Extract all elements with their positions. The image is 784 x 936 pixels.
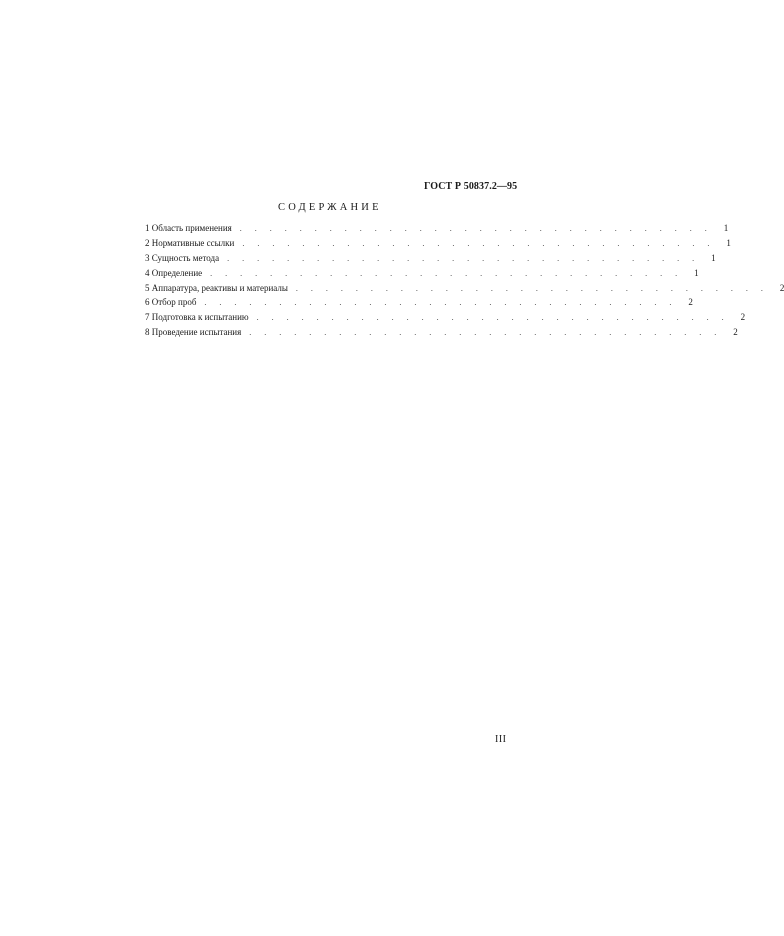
- toc-entry-1: [145, 221, 729, 236]
- page-number: III: [495, 734, 507, 745]
- toc-entry-label: 7 Подготовка к испытанию: [145, 312, 249, 323]
- toc-entry-2: [145, 236, 731, 251]
- toc-entry-label: 4 Определение: [145, 267, 203, 278]
- toc-entry-7: [145, 310, 746, 325]
- toc-entry-page: 2: [740, 312, 746, 323]
- toc-entry-6: [145, 295, 693, 310]
- toc-entry-page: 2: [779, 282, 784, 293]
- toc-dot-leader: ................................: [242, 238, 723, 248]
- toc-dot-leader: ................................: [227, 253, 708, 263]
- toc-entry-label: 5 Аппаратура, реактивы и материалы: [145, 282, 288, 293]
- toc-entry-label: 8 Проведение испытания: [145, 327, 242, 338]
- toc-entry-page: 1: [723, 223, 729, 233]
- toc-dot-leader: ................................: [239, 224, 720, 233]
- toc-entry-4: [145, 266, 699, 281]
- document-code: ГОСТ Р 50837.2—95: [424, 181, 518, 192]
- toc-entry-label: 2 Нормативные ссылки: [145, 237, 235, 248]
- toc-entry-5: [145, 281, 784, 296]
- toc-dot-leader: ................................: [295, 283, 776, 293]
- toc-entry-label: 6 Отбор проб: [145, 297, 197, 308]
- toc-entry-page: 1: [711, 252, 716, 263]
- toc-dot-leader: ................................: [256, 313, 737, 323]
- toc-entry-3: [145, 251, 716, 266]
- table-of-contents: [145, 221, 784, 340]
- toc-entry-page: 2: [688, 297, 693, 308]
- toc-entry-page: 1: [694, 267, 699, 278]
- toc-title: СОДЕРЖАНИЕ: [278, 202, 382, 213]
- toc-dot-leader: ................................: [249, 328, 730, 338]
- toc-dot-leader: ................................: [204, 298, 685, 308]
- toc-entry-page: 2: [733, 327, 738, 338]
- toc-dot-leader: ................................: [210, 268, 691, 278]
- toc-entry-8: [145, 325, 738, 340]
- toc-entry-page: 1: [726, 237, 731, 248]
- toc-entry-label: 3 Сущность метода: [145, 252, 220, 263]
- toc-entry-label: 1 Область применения: [145, 223, 232, 233]
